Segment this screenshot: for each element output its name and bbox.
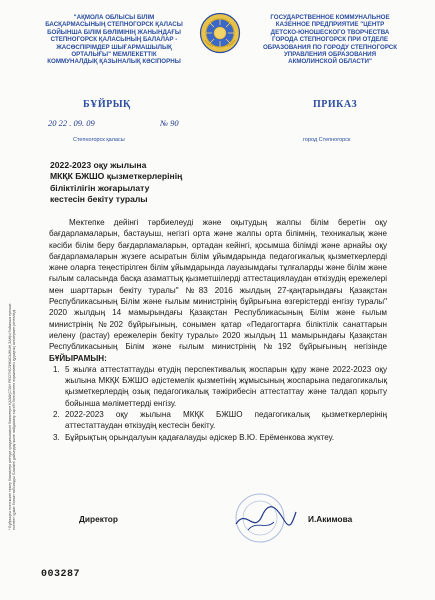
preamble-paragraph xyxy=(49,217,387,364)
header-right-line: АКМОЛИНСКОЙ ОБЛАСТИ" xyxy=(288,58,372,66)
header-right-line: ГОСУДАРСТВЕННОЕ КОММУНАЛЬНОЕ xyxy=(270,14,390,21)
header-left-line: КОММУНАЛДЫҚ ҚАЗЫНАЛЫҚ КӘСІПОРНЫ xyxy=(47,58,181,66)
header-right-line: УПРАВЛЕНИЯ ОБРАЗОВАНИЯ xyxy=(283,51,377,59)
signature-stamp-icon xyxy=(226,490,298,546)
legal-note-text: * Бұйрықты есеп және тіркеу бланкілері ретінде қолданылатын бланктерге ҚАЗАҚСТАН РЕСПУБЛИКАСЫНЫҢ ЗАҢЫ бойынша ерекше есептегі құжат болып табылады. Бланкіні дайындау және пайдалану тәртібі белгіленген нормативтік құқықтық актілермен реттеледі. xyxy=(8,303,17,530)
city-kazakh: Степногорск қаласы xyxy=(73,137,125,143)
header-right xyxy=(246,14,414,66)
subject-line: МКҚК БЖШО қызметкерлерінің xyxy=(50,171,183,182)
header-right-line: ОБРАЗОВАНИЯ ПО ГОРОДУ СТЕПНОГОРСК xyxy=(262,43,398,51)
order-body xyxy=(49,217,387,443)
header-left-line: ЖАСӨСПІРІМДЕР ШЫҒАРМАШЫЛЫҚ xyxy=(56,43,172,51)
order-number: № 90 xyxy=(160,118,179,128)
subject-line: 2022-2023 оқу жылына xyxy=(50,160,147,170)
order-subject xyxy=(50,160,250,205)
header-left-line: СТЕПНОГОРСК ҚАЛАСЫНЫҢ БАЛАЛАР - xyxy=(50,36,178,44)
order-items xyxy=(49,364,387,443)
order-keyword: БҰЙЫРАМЫН: xyxy=(49,353,107,363)
item-text: 5 жылға аттестаттауды өтудің перспективалық жоспарын құру және 2022-2023 оқу жылына МКҚК БЖШО әдістемелік қызметінің жұмысының жоспарына педагогикалық қызметкерлердің озық педагогикалық тәжірибесін аттестаттау және талдап қорыту бойынша мәліметтерді енгізу. xyxy=(65,364,387,408)
header-left-line: БОЙЫНША БІЛІМ БӨЛІМІНІҢ ЖАНЫНДАҒЫ xyxy=(47,28,181,36)
header-left-line: "АҚМОЛА ОБЛЫСЫ БІЛІМ xyxy=(73,14,155,21)
preamble-text: Мектепке дейінгі тәрбиелеуді және оқытудың жалпы білім беретін оқу бағдарламаларын, бастауыш, негізгі орта және жалпы орта білімнің, техникалық және кәсіби білім беру бағдарламаларын, ортадан кейінгі, қосымша білімді және арнайы оқу бағдарламаларын жүзеге асыратын білім ұйымдарында педагогикалық қызметкерлерді және оларға теңестірілген білім ұйымдарында лауазымдағы тұлғаларды және білім және ғылым саласында басқа азаматтық қызметшілерді аттестациялаудан өткізудің ережелері мен шарттарын бекіту туралы" №83 2016 жылдың 27-қаңтарындағы Қазақстан Республикасының Білім және ғылым министрінің бұйрығына өзгерістерді енгізу туралы" 2020 жылдың 14 мамырындағы Қазақстан Республикасының Білім және ғылым министрінің №202 бұйрығының, сонымен қатар «Педагогтарға біліктілік санаттарын иелену (растау) ережелерін бекіту туралы» 2020 жылдың 11 мамырындағы Қазақстан Республикасының Білім және ғылым министрінің №192 бұйрығының негізінде xyxy=(49,218,387,352)
header-right-line: КАЗЕННОЕ ПРЕДПРИЯТИЕ "ЦЕНТР xyxy=(275,21,385,29)
header-left xyxy=(30,14,198,66)
city-russian: город Степногорск xyxy=(303,137,351,143)
item-number: 2. xyxy=(53,410,60,420)
order-date-value: 20 22 . 09. 09 xyxy=(48,118,95,128)
signature-title: Директор xyxy=(79,514,118,524)
signature-name: И.Акимова xyxy=(308,514,353,524)
subject-line: біліктілігін жоғарылату xyxy=(50,182,150,193)
item-number: 1. xyxy=(53,364,60,374)
order-item xyxy=(49,364,387,409)
item-text: Бұйрықтың орындалуын қадағалауды әдіскер В.Ю. Ерёменкова жүктеу. xyxy=(65,432,335,442)
order-date xyxy=(48,118,95,128)
header-right-line: ГОРОДА СТЕПНОГОРСК ПРИ ОТДЕЛЕ xyxy=(272,36,388,44)
header-right-line: ДЕТСКО-ЮНОШЕСКОГО ТВОРЧЕСТВА xyxy=(270,28,390,36)
order-item xyxy=(49,409,387,432)
serial-number: 003287 xyxy=(41,569,81,580)
title-russian: ПРИКАЗ xyxy=(313,99,358,110)
item-text: 2022-2023 оқу жылына МКҚК БЖШО педагогикалық қызметкерлерінің аттестаттаудан өткізудің кестесін бекіту. xyxy=(65,410,387,431)
item-number: 3. xyxy=(53,432,60,442)
header-left-line: БАСҚАРМАСЫНЫҢ СТЕПНОГОРСК ҚАЛАСЫ xyxy=(45,21,183,29)
state-emblem-icon xyxy=(199,12,241,54)
sidebar-legal-note xyxy=(8,303,38,600)
title-kazakh: БҰЙРЫҚ xyxy=(83,99,131,110)
order-item xyxy=(49,432,387,443)
header-left-line: ОРТАЛЫҒЫ" МЕМЛЕКЕТТІК xyxy=(71,51,157,59)
subject-line: кестесін бекіту туралы xyxy=(50,193,148,204)
